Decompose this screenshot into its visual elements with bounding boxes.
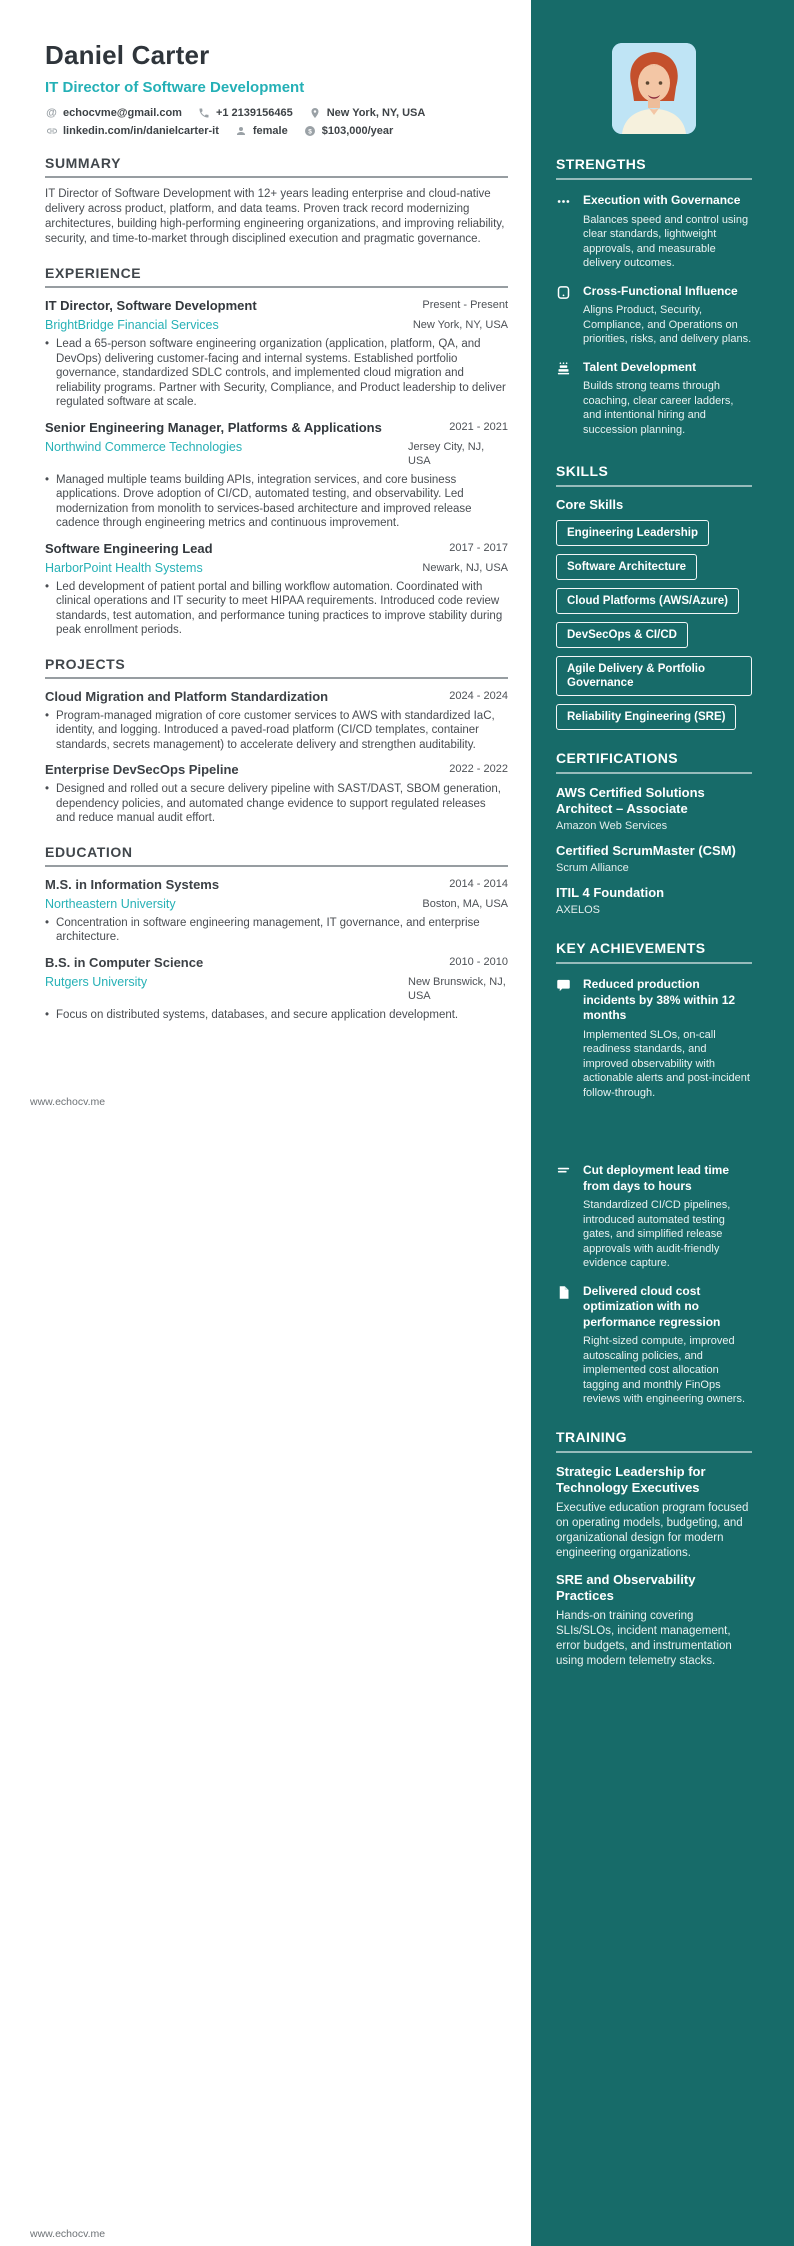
job-location: New York, NY, USA: [412, 319, 508, 331]
strength-title: Execution with Governance: [583, 193, 741, 207]
sidebar-page1-block: [556, 0, 752, 1100]
education-bullet: • Concentration in software engineering management, IT governance, and enterprise architecture.: [45, 916, 508, 945]
education-entry: [45, 877, 508, 945]
school-name: Rutgers University: [45, 974, 148, 989]
contact-gender-text: female: [252, 124, 288, 137]
contact-email-text: echocvme@gmail.com: [63, 106, 182, 119]
training-title: Strategic Leadership for Technology Executives: [556, 1463, 706, 1495]
training-desc: Executive education program focused on operating models, budgeting, and organizational design for modern engineering organizations.: [556, 1501, 749, 1559]
section-divider: [45, 677, 508, 679]
experience-heading: EXPERIENCE: [45, 265, 142, 281]
training-title: SRE and Observability Practices: [556, 1571, 696, 1603]
job-bullet: • Led development of patient portal and billing workflow automation. Coordinated with clinical operations and IT security to meet HIPAA requirements. Introduced code review standards, test automation, and performance tuning practices to improve stability during peak enrollment periods.: [45, 580, 508, 638]
section-divider: [45, 286, 508, 288]
cake-icon: [556, 360, 573, 438]
skills-group-label: Core Skills: [556, 497, 624, 512]
sidebar-divider: [556, 485, 752, 487]
certifications-heading: CERTIFICATIONS: [556, 750, 679, 766]
degree-title: B.S. in Computer Science: [45, 954, 204, 970]
contact-gender: [235, 124, 288, 137]
certification-issuer: Amazon Web Services: [556, 820, 668, 832]
achievement-item: [556, 1163, 752, 1271]
job-location: Newark, NJ, USA: [422, 561, 508, 574]
training-heading: TRAINING: [556, 1428, 627, 1445]
achievement-title: Reduced production incidents by 38% within 12 months: [583, 977, 736, 1022]
strengths-section: [556, 156, 752, 437]
section-divider: [45, 865, 508, 867]
job-title: Senior Engineering Manager, Platforms & Applications: [45, 419, 382, 435]
summary-text: IT Director of Software Development with 12+ years leading enterprise and cloud-native delivery across product, platform, and data teams. Proven track record modernizing architectures, building high-performing engineering organizations, and improving reliability, security, and time-to-market through disciplined execution and pragmatic governance.: [45, 188, 505, 245]
contact-bar: [45, 106, 475, 137]
project-entry: [45, 689, 508, 753]
training-section: [556, 1429, 752, 1669]
phone-icon: [198, 106, 211, 119]
achievement-item: [556, 977, 752, 1100]
achievement-item: [556, 1284, 752, 1407]
education-heading: EDUCATION: [45, 843, 133, 860]
sidebar-page2-block: [556, 1163, 752, 1669]
skills-heading: SKILLS: [556, 463, 609, 479]
sidebar: [531, 0, 794, 2246]
link-icon: [45, 124, 58, 137]
school-location: New Brunswick, NJ, USA: [408, 975, 506, 1002]
contact-phone: [198, 106, 293, 119]
candidate-role-title: IT Director of Software Development: [45, 79, 305, 96]
project-bullet: • Designed and rolled out a secure delivery pipeline with SAST/DAST, SBOM generation, dependency policies, and automated change evidence to support regulated releases and reduce manual audit effort.: [45, 782, 508, 826]
job-bullet: • Managed multiple teams building APIs, integration services, and core business applications. Drove adoption of CI/CD, automated testing, and observability. Led modernization from monolith to services-based architecture and improved release cadence through engineering metrics and continuous improvement.: [45, 473, 508, 531]
sidebar-divider: [556, 962, 752, 964]
certification-item: [556, 843, 752, 874]
job-dates: 2017 - 2017: [449, 541, 508, 554]
skill-pill: Engineering Leadership: [556, 520, 709, 546]
book-icon: [556, 284, 573, 347]
contact-location-text: New York, NY, USA: [326, 106, 426, 119]
job-bullet: • Lead a 65-person software engineering organization (application, platform, QA, and DevOps) delivering customer-facing and internal systems. Established portfolio governance, standardized SDLC controls, and implemented cloud migration and reliability programs. Partner with Security, Compliance, and Product leadership to deliver regulated software at scale.: [45, 337, 508, 410]
achievements-section: [556, 940, 752, 1100]
document-icon: [556, 1284, 573, 1407]
person-icon: [235, 124, 248, 137]
strength-desc: Aligns Product, Security, Compliance, and Operations on priorities, risks, and delivery plans.: [583, 304, 752, 345]
strength-item: [556, 193, 752, 271]
sidebar-divider: [556, 772, 752, 774]
project-bullet: • Program-managed migration of core customer services to AWS with standardized IaC, identity, and logging. Introduced a paved-road platform (CI/CD templates, container standards, secrets management) to accelerate delivery and strengthen auditability.: [45, 709, 508, 753]
location-pin-icon: [309, 106, 322, 119]
contact-email[interactable]: [45, 106, 182, 119]
education-dates: 2010 - 2010: [449, 955, 508, 968]
section-divider: [45, 176, 508, 178]
project-dates: 2022 - 2022: [449, 763, 508, 775]
achievement-desc: Standardized CI/CD pipelines, introduced automated testing gates, and simplified release approvals with audit-friendly evidence capture.: [583, 1199, 731, 1269]
certification-name: ITIL 4 Foundation: [556, 885, 665, 900]
education-section: [45, 844, 508, 1023]
job-title: IT Director, Software Development: [45, 298, 257, 313]
certification-item: [556, 885, 752, 916]
school-location: Boston, MA, USA: [422, 897, 508, 910]
contact-salary-text: $103,000/year: [321, 124, 394, 137]
strength-title: Cross-Functional Influence: [583, 283, 738, 298]
job-company: Northwind Commerce Technologies: [45, 439, 243, 454]
project-dates: 2024 - 2024: [449, 689, 508, 702]
project-title: Enterprise DevSecOps Pipeline: [45, 762, 239, 777]
contact-phone-text: +1 2139156465: [215, 106, 293, 119]
footer-site-url[interactable]: www.echocv.me: [30, 1096, 106, 1108]
contact-salary: [304, 124, 394, 137]
job-company: HarborPoint Health Systems: [45, 560, 203, 575]
skill-pill: Cloud Platforms (AWS/Azure): [556, 588, 739, 614]
certification-item: [556, 785, 752, 832]
projects-section: [45, 656, 508, 826]
sidebar-divider: [556, 1451, 752, 1453]
strength-item: [556, 284, 752, 347]
education-bullet: • Focus on distributed systems, databases, and secure application development.: [45, 1008, 508, 1023]
contact-location: [309, 106, 426, 119]
contact-linkedin-text: linkedin.com/in/danielcarter-it: [63, 124, 219, 137]
experience-entry: [45, 298, 508, 410]
school-name: Northeastern University: [45, 896, 176, 911]
strength-title: Talent Development: [583, 359, 697, 374]
summary-heading: SUMMARY: [45, 155, 122, 171]
job-title: Software Engineering Lead: [45, 540, 213, 556]
training-item: [556, 1572, 752, 1669]
training-desc: Hands-on training covering SLIs/SLOs, incident management, error budgets, and instrumentation using modern telemetry stacks.: [556, 1609, 732, 1667]
certification-issuer: Scrum Alliance: [556, 862, 629, 874]
skill-pill: Software Architecture: [556, 554, 697, 580]
job-company: BrightBridge Financial Services: [45, 318, 219, 332]
at-icon: @: [46, 106, 57, 119]
certification-name: AWS Certified Solutions Architect – Associate: [556, 785, 705, 816]
achievement-desc: Right-sized compute, improved autoscaling policies, and implemented cost allocation tagging and monthly FinOps reviews with engineering owners.: [583, 1335, 746, 1405]
footer-site-url[interactable]: www.echocv.me: [30, 2228, 106, 2240]
strength-item: [556, 360, 752, 438]
job-location: Jersey City, NJ, USA: [408, 440, 485, 467]
sidebar-divider: [556, 178, 752, 180]
achievement-title: Delivered cloud cost optimization with no performance regression: [583, 1283, 721, 1329]
degree-title: M.S. in Information Systems: [45, 876, 220, 892]
experience-entry: [45, 541, 508, 638]
project-entry: [45, 762, 508, 826]
skill-pill: Reliability Engineering (SRE): [556, 704, 736, 730]
training-item: [556, 1464, 752, 1561]
ellipsis-icon: [556, 193, 573, 271]
achievement-title: Cut deployment lead time from days to hours: [583, 1163, 730, 1193]
job-dates: 2021 - 2021: [449, 420, 508, 433]
education-entry: [45, 955, 508, 1023]
certification-name: Certified ScrumMaster (CSM): [556, 843, 736, 858]
speech-bubble-icon: [556, 977, 573, 1100]
project-title: Cloud Migration and Platform Standardization: [45, 688, 329, 704]
experience-entry: [45, 420, 508, 531]
education-dates: 2014 - 2014: [449, 877, 508, 890]
achievements-heading: KEY ACHIEVEMENTS: [556, 940, 706, 956]
certifications-section: [556, 750, 752, 916]
svg-text:$: $: [308, 128, 313, 135]
experience-section: [45, 265, 508, 638]
strengths-heading: STRENGTHS: [556, 156, 646, 172]
skill-pill: DevSecOps & CI/CD: [556, 622, 688, 648]
projects-heading: PROJECTS: [45, 655, 126, 672]
skill-pill: Agile Delivery & Portfolio Governance: [556, 656, 752, 696]
achievement-desc: Implemented SLOs, on-call readiness standards, and improved observability with actionable alerts and post-incident follow-through.: [583, 1028, 750, 1099]
certification-issuer: AXELOS: [556, 904, 601, 916]
contact-linkedin[interactable]: [45, 124, 219, 137]
job-dates: Present - Present: [422, 299, 508, 311]
salary-icon: [304, 124, 317, 137]
skills-section: [556, 463, 752, 730]
strength-desc: Builds strong teams through coaching, clear career ladders, and intentional hiring and succession planning.: [583, 380, 734, 436]
summary-section: [45, 155, 508, 247]
profile-photo: [612, 43, 696, 134]
strength-desc: Balances speed and control using clear standards, lightweight approvals, and measurable delivery outcomes.: [583, 213, 749, 269]
candidate-name: Daniel Carter: [45, 40, 210, 70]
list-icon: [556, 1163, 573, 1271]
